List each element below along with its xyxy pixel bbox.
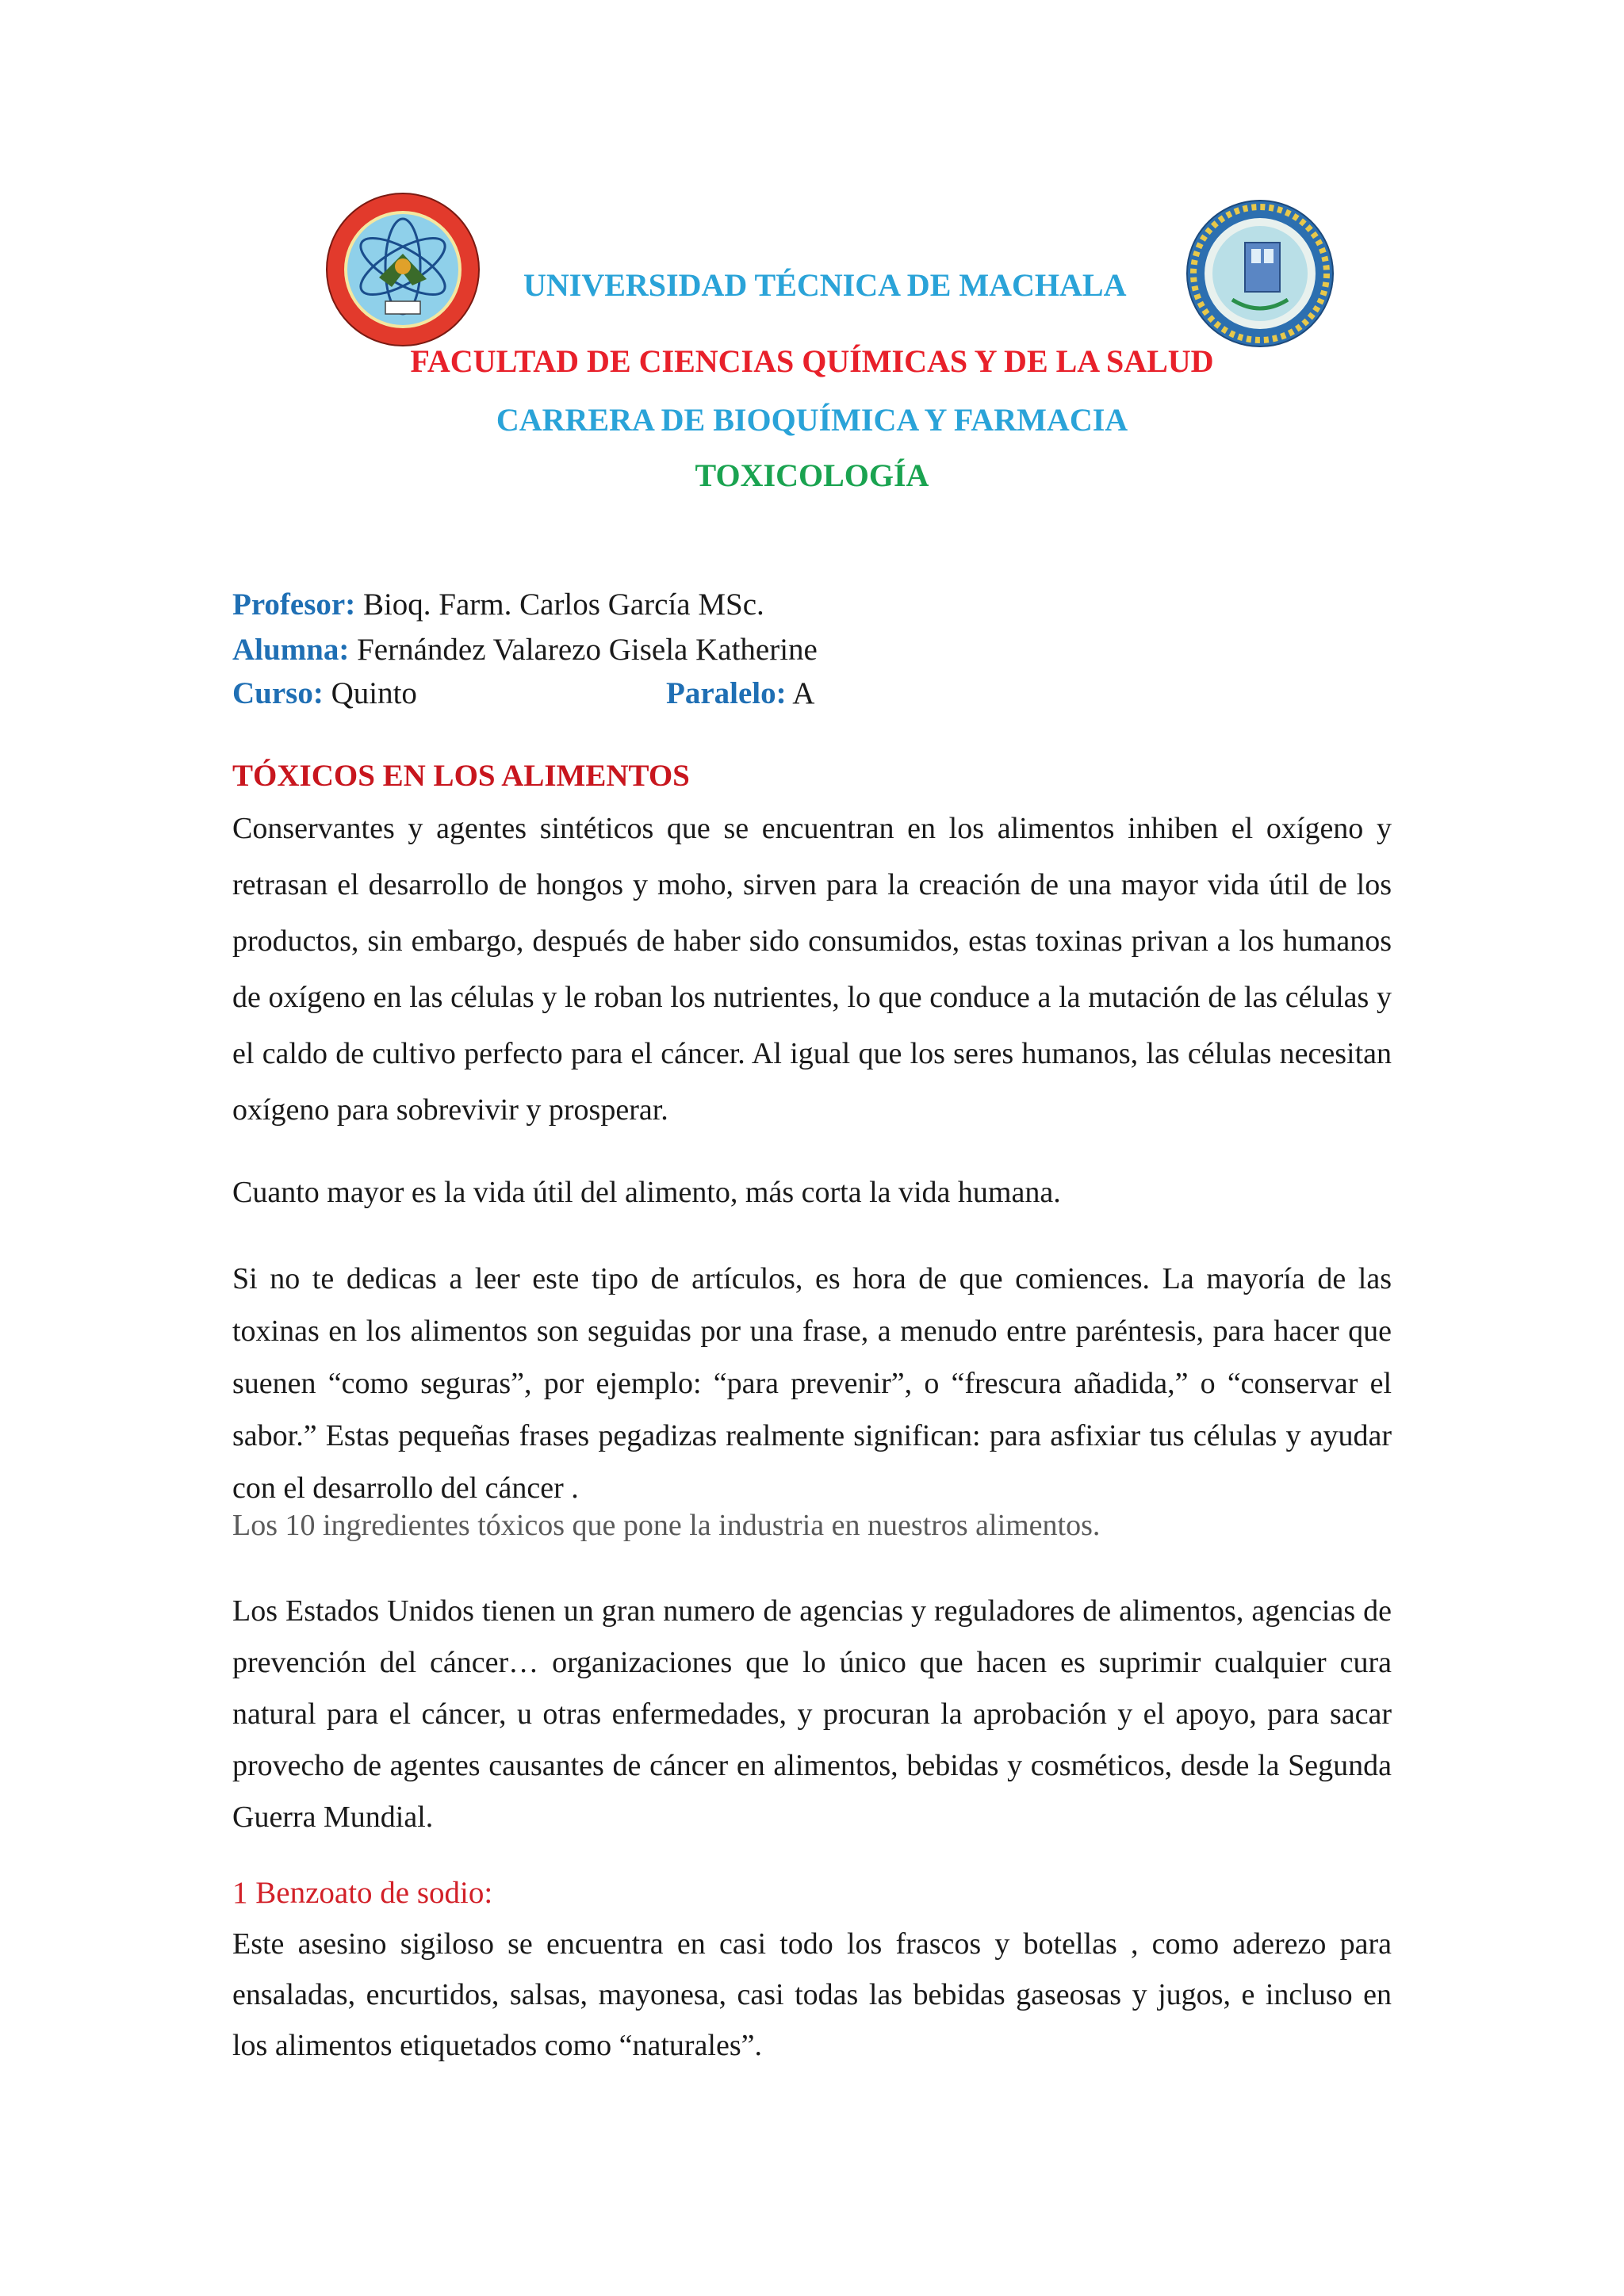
paragraph-2: Cuanto mayor es la vida útil del alimento, más corta la vida humana. — [232, 1176, 1061, 1209]
career-title: CARRERA DE BIOQUÍMICA Y FARMACIA — [496, 402, 1128, 438]
parallel-line — [666, 675, 814, 711]
faculty-seal-logo — [1185, 198, 1335, 349]
faculty-title: FACULTAD DE CIENCIAS QUÍMICAS Y DE LA SALUD — [410, 343, 1214, 379]
course-line — [232, 675, 417, 711]
paragraph-1: Conservantes y agentes sintéticos que se encuentran en los alimentos inhiben el oxígeno y retrasan el desarrollo de hongos y moho, sirven para la creación de una mayor vida útil de los productos, sin embargo, después de haber sido consumidos, estas toxinas privan a los humanos de oxígeno en las células y le roban los nutrientes, lo que conduce a la mutación de las células y el caldo de cultivo perfecto para el cáncer. Al igual que los seres humanos, las células necesitan oxígeno para sobrevivir y prosperar. — [232, 812, 1392, 1127]
item-1-title: 1 Benzoato de sodio: — [232, 1876, 493, 1910]
parallel-value: A — [792, 676, 815, 710]
professor-label: Profesor: — [232, 587, 356, 622]
subject-title: TOXICOLOGÍA — [695, 457, 929, 493]
student-line — [232, 632, 818, 668]
parallel-label: Paralelo: — [666, 676, 787, 710]
paragraph-3: Si no te dedicas a leer este tipo de artículos, es hora de que comiences. La mayoría de las toxinas en los alimentos son seguidas por una frase, a menudo entre paréntesis, para hacer que suenen “como seguras”, por ejemplo: “para prevenir”, o “frescura añadida,” o “conservar el sabor.” Estas pequeñas frases pegadizas realmente significan: para asfixiar tus células y ayudar con el desarrollo del cáncer . — [232, 1262, 1392, 1505]
university-title: UNIVERSIDAD TÉCNICA DE MACHALA — [523, 267, 1127, 303]
university-seal-logo — [324, 190, 482, 349]
course-value: Quinto — [331, 676, 417, 710]
professor-value: Bioq. Farm. Carlos García MSc. — [362, 587, 764, 622]
section-title: TÓXICOS EN LOS ALIMENTOS — [232, 759, 690, 793]
student-value: Fernández Valarezo Gisela Katherine — [357, 633, 818, 667]
course-label: Curso: — [232, 676, 324, 710]
paragraph-5: Este asesino sigiloso se encuentra en casi todo los frascos y botellas , como aderezo para ensaladas, encurtidos, salsas, mayonesa, casi todas las bebidas gaseosas y jugos, e incluso en los alimentos etiquetados como “naturales”. — [232, 1927, 1392, 2062]
subheading-ingredients: Los 10 ingredientes tóxicos que pone la industria en nuestros alimentos. — [232, 1509, 1101, 1542]
student-label: Alumna: — [232, 633, 350, 667]
professor-line — [232, 587, 764, 622]
paragraph-4: Los Estados Unidos tienen un gran numero de agencias y reguladores de alimentos, agencias de prevención del cáncer… organizaciones que lo único que hacen es suprimir cualquier cura natural para el cáncer, u otras enfermedades, y procuran la aprobación y el apoyo, para sacar provecho de agentes causantes de cáncer en alimentos, bebidas y cosméticos, desde la Segunda Guerra Mundial. — [232, 1594, 1392, 1834]
